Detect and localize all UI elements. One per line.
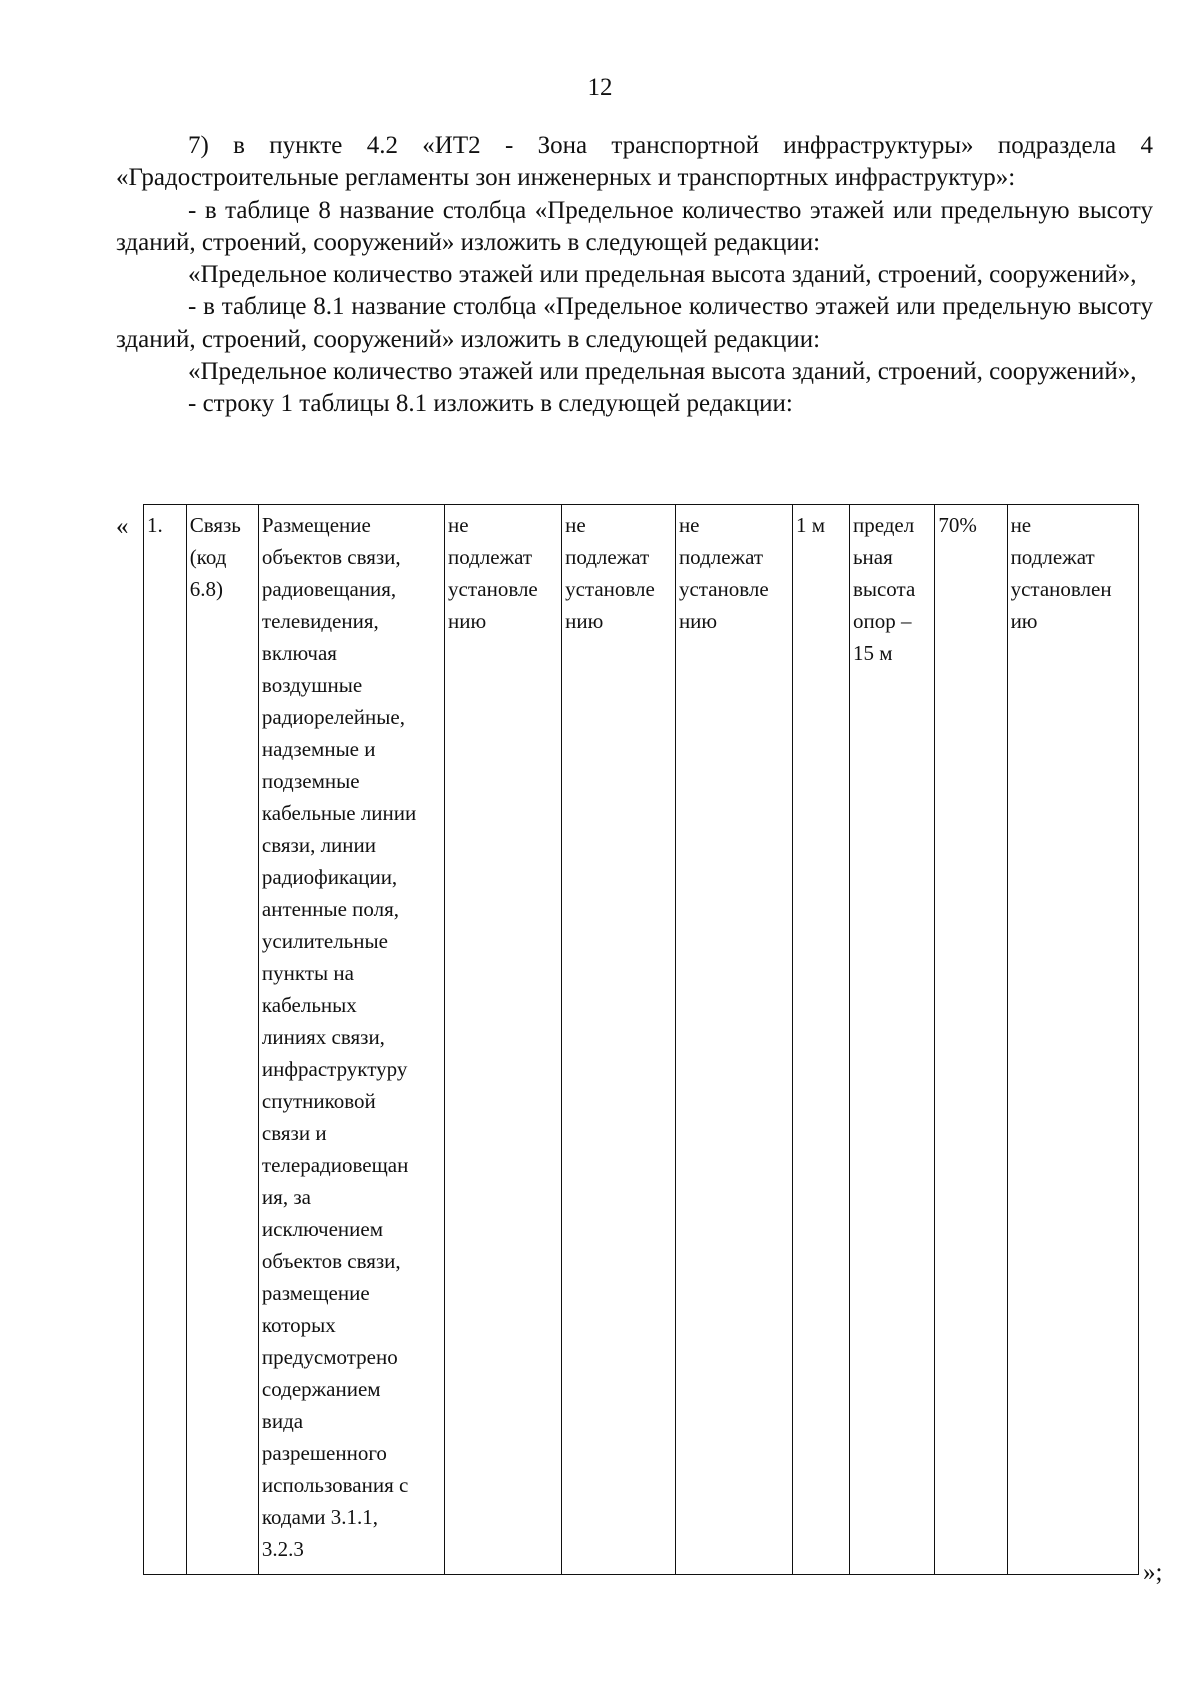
paragraph-row-1-intro: - строку 1 таблицы 8.1 изложить в следующей редакции: — [188, 390, 793, 418]
cell-coverage: 70% — [935, 505, 1007, 1575]
cell-row-number: 1. — [144, 505, 187, 1575]
cell-description: Размещение объектов связи, радиовещания, телевидения, включая воздушные радиорелейные, надземные и подземные кабельные линии связи, линии радиофикации, антенные поля, усилительные пункты на кабельных линиях связи, инфраструктуру спутниковой связи и телерадиовещан ия, за исключением объектов связи, размещение которых предусмотрено содержанием вида разрешенного использования с кодами 3.1.1, 3.2.3 — [258, 505, 444, 1575]
table-row — [144, 505, 1139, 1575]
paragraph-table-8-1-column: - в таблице 8.1 название столбца «Предельное количество этажей или предельную высоту зданий, строений, сооружений» изложить в следующей редакции: — [116, 293, 1153, 353]
paragraph-new-column-title: «Предельное количество этажей или предельная высота зданий, строений, сооружений», — [188, 358, 1137, 386]
page-number: 12 — [587, 74, 613, 101]
cell-max-height: предел ьная высота опор – 15 м — [849, 505, 934, 1575]
cell-param-last: не подлежат установлен ию — [1007, 505, 1138, 1575]
open-quote: « — [116, 513, 129, 540]
cell-param-2: не подлежат установле нию — [562, 505, 676, 1575]
close-quote: »; — [1143, 1559, 1163, 1586]
paragraph-item-7: 7) в пункте 4.2 «ИТ2 - Зона транспортной инфраструктуры» подраздела 4 «Градостроительные регламенты зон инженерных и транспортных инфраструктур»: — [116, 132, 1153, 192]
cell-param-1: не подлежат установле нию — [445, 505, 562, 1575]
paragraph-table-8-column: - в таблице 8 название столбца «Предельное количество этажей или предельную высоту зданий, строений, сооружений» изложить в следующей редакции: — [116, 196, 1153, 256]
cell-use-type: Связь (код 6.8) — [186, 505, 258, 1575]
paragraph-new-column-title: «Предельное количество этажей или предельная высота зданий, строений, сооружений», — [188, 261, 1137, 289]
table-8-1-row-1 — [143, 504, 1139, 1575]
document-body — [116, 130, 1153, 421]
cell-setback: 1 м — [793, 505, 850, 1575]
cell-param-3: не подлежат установле нию — [675, 505, 792, 1575]
